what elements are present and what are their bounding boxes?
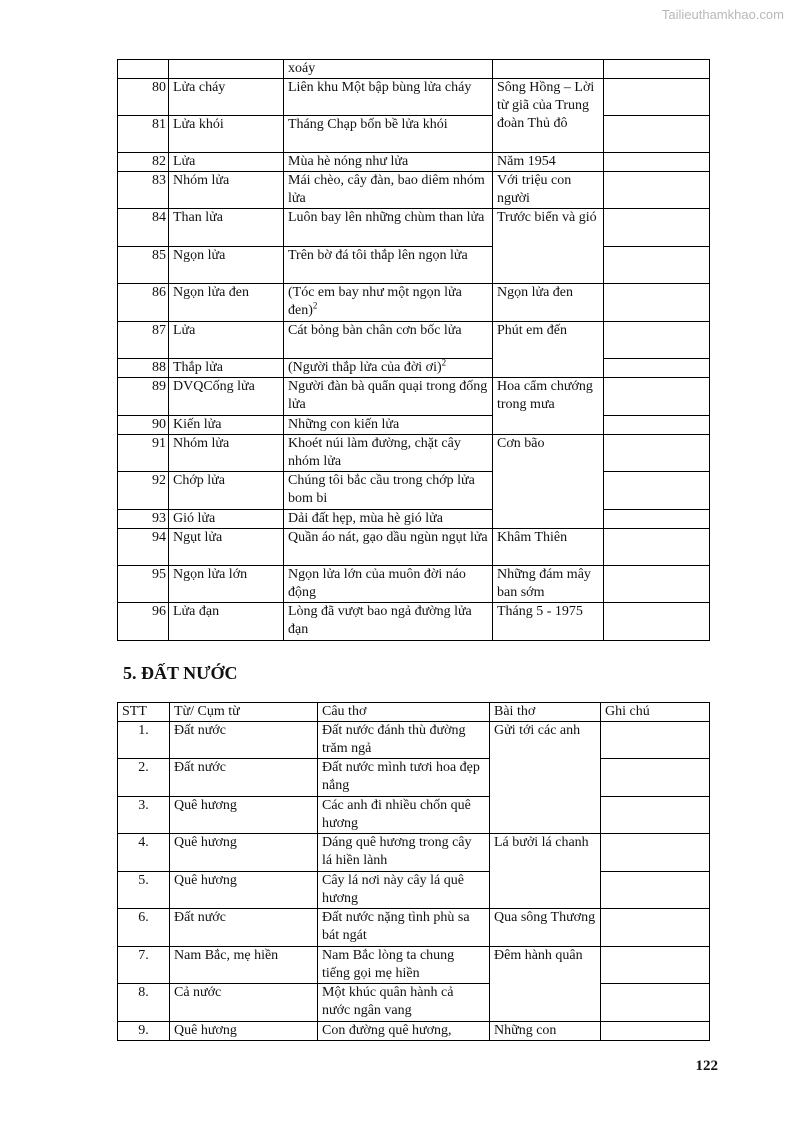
note-cell xyxy=(604,79,710,116)
table-row xyxy=(118,1022,710,1041)
stt-cell: 5. xyxy=(118,872,170,909)
verse-cell: Khoét núi làm đường, chặt cây nhóm lửa xyxy=(284,435,493,472)
word-cell: Ngụt lửa xyxy=(169,529,284,566)
poem-cell: Lá bưởi lá chanh xyxy=(490,834,601,909)
word-cell: Thắp lửa xyxy=(169,359,284,378)
section-title: 5. ĐẤT NƯỚC xyxy=(123,663,238,683)
verse-cell: Đất nước đánh thù đường trăm ngả xyxy=(318,722,490,759)
word-cell: Kiến lửa xyxy=(169,416,284,435)
poem-cell: Những đám mây ban sớm xyxy=(493,566,604,603)
word-cell: Gió lửa xyxy=(169,510,284,529)
verse-cell: Người đàn bà quẩn quại trong đống lửa xyxy=(284,378,493,416)
word-cell: Ngọn lửa lớn xyxy=(169,566,284,603)
word-cell: Cả nước xyxy=(170,984,318,1022)
word-cell: Nam Bắc, mẹ hiền xyxy=(170,947,318,984)
stt-cell: 88 xyxy=(118,359,169,378)
note-cell xyxy=(604,284,710,322)
table-row xyxy=(118,834,710,872)
note-cell xyxy=(604,435,710,472)
stt-cell: 7. xyxy=(118,947,170,984)
table-row xyxy=(118,153,710,172)
stt-cell: 8. xyxy=(118,984,170,1022)
word-cell: Lửa đạn xyxy=(169,603,284,641)
poem-cell: Khâm Thiên xyxy=(493,529,604,566)
table-row xyxy=(118,60,710,79)
table-row xyxy=(118,435,710,472)
note-cell xyxy=(601,1022,710,1041)
header-note: Ghi chú xyxy=(601,703,710,722)
header-stt: STT xyxy=(118,703,170,722)
stt-cell: 90 xyxy=(118,416,169,435)
verse-cell: Trên bờ đá tôi thắp lên ngọn lửa xyxy=(284,247,493,284)
word-cell: Lửa xyxy=(169,153,284,172)
note-cell xyxy=(604,472,710,510)
verse-cell: Luôn bay lên những chùm than lửa xyxy=(284,209,493,247)
note-cell xyxy=(604,416,710,435)
verse-text: (Người thắp lửa của đời ơi) xyxy=(288,360,442,375)
table-row xyxy=(118,416,710,435)
verse-cell: Con đường quê hương, xyxy=(318,1022,490,1041)
table-row xyxy=(118,797,710,834)
verse-cell: Tháng Chạp bốn bề lửa khói xyxy=(284,116,493,153)
stt-cell: 81 xyxy=(118,116,169,153)
table-row xyxy=(118,566,710,603)
note-cell xyxy=(604,566,710,603)
word-cell: Nhóm lửa xyxy=(169,435,284,472)
verse-cell: Ngọn lửa lớn của muôn đời náo động xyxy=(284,566,493,603)
footnote-marker: 2 xyxy=(312,300,318,311)
note-cell xyxy=(601,872,710,909)
verse-cell: Mái chèo, cây đàn, bao diêm nhóm lửa xyxy=(284,172,493,209)
poem-cell: Gửi tới các anh xyxy=(490,722,601,834)
verse-cell: Đất nước nặng tình phù sa bát ngát xyxy=(318,909,490,947)
note-cell xyxy=(604,247,710,284)
page-number: 122 xyxy=(695,1058,718,1074)
stt-cell: 2. xyxy=(118,759,170,797)
note-cell xyxy=(604,529,710,566)
table-row xyxy=(118,759,710,797)
note-cell xyxy=(601,834,710,872)
stt-cell: 96 xyxy=(118,603,169,641)
stt-cell: 87 xyxy=(118,322,169,359)
verse-cell: Dáng quê hương trong cây lá hiền lành xyxy=(318,834,490,872)
note-cell xyxy=(604,153,710,172)
note-cell xyxy=(601,797,710,834)
verse-cell: Cát bỏng bàn chân cơn bốc lửa xyxy=(284,322,493,359)
note-cell xyxy=(604,603,710,641)
stt-cell: 83 xyxy=(118,172,169,209)
verse-cell: Nam Bắc lòng ta chung tiếng gọi mẹ hiền xyxy=(318,947,490,984)
word-cell: Lửa khói xyxy=(169,116,284,153)
stt-cell: 1. xyxy=(118,722,170,759)
stt-cell: 95 xyxy=(118,566,169,603)
header-word: Từ/ Cụm từ xyxy=(170,703,318,722)
word-cell: DVQCống lửa xyxy=(169,378,284,416)
table-row xyxy=(118,359,710,378)
country-words-table xyxy=(117,702,710,1041)
verse-cell: Một khúc quân hành cả nước ngân vang xyxy=(318,984,490,1022)
verse-cell: Lòng đã vượt bao ngả đường lửa đạn xyxy=(284,603,493,641)
table-row xyxy=(118,722,710,759)
verse-cell: Những con kiến lửa xyxy=(284,416,493,435)
header-poem: Bài thơ xyxy=(490,703,601,722)
stt-cell: 86 xyxy=(118,284,169,322)
note-cell xyxy=(604,378,710,416)
table-row xyxy=(118,603,710,641)
note-cell xyxy=(601,947,710,984)
table-row xyxy=(118,172,710,209)
word-cell: Quê hương xyxy=(170,872,318,909)
table-row xyxy=(118,472,710,510)
header-verse: Câu thơ xyxy=(318,703,490,722)
note-cell xyxy=(604,359,710,378)
poem-cell: Hoa cẩm chướng trong mưa xyxy=(493,378,604,435)
stt-cell: 3. xyxy=(118,797,170,834)
verse-text: (Tóc em bay như một ngọn lửa đen) xyxy=(288,285,462,318)
stt-cell: 4. xyxy=(118,834,170,872)
table-header-row xyxy=(118,703,710,722)
table-row xyxy=(118,510,710,529)
word-cell: Đất nước xyxy=(170,759,318,797)
table-row xyxy=(118,79,710,116)
poem-cell: Với triệu con người xyxy=(493,172,604,209)
poem-cell: Sông Hồng – Lời từ giã của Trung đoàn Thủ đô xyxy=(493,79,604,153)
poem-cell: Những con xyxy=(490,1022,601,1041)
table-row xyxy=(118,284,710,322)
table-row xyxy=(118,322,710,359)
note-cell xyxy=(604,322,710,359)
table-row xyxy=(118,909,710,947)
table-row xyxy=(118,378,710,416)
stt-cell: 94 xyxy=(118,529,169,566)
verse-cell: Dải đất hẹp, mùa hè gió lửa xyxy=(284,510,493,529)
watermark-text: Tailieuthamkhao.com xyxy=(661,7,784,22)
stt-cell: 84 xyxy=(118,209,169,247)
poem-cell: Tháng 5 - 1975 xyxy=(493,603,604,641)
word-cell: Đất nước xyxy=(170,722,318,759)
verse-cell xyxy=(284,359,493,378)
note-cell xyxy=(604,172,710,209)
stt-cell: 82 xyxy=(118,153,169,172)
note-cell xyxy=(604,209,710,247)
verse-cell: Mùa hè nóng như lửa xyxy=(284,153,493,172)
stt-cell: 89 xyxy=(118,378,169,416)
word-cell: Quê hương xyxy=(170,834,318,872)
verse-cell: xoáy xyxy=(284,60,493,79)
poem-cell: Năm 1954 xyxy=(493,153,604,172)
table-row xyxy=(118,984,710,1022)
verse-cell: Chúng tôi bắc cầu trong chớp lửa bom bi xyxy=(284,472,493,510)
table-row xyxy=(118,247,710,284)
verse-cell: Các anh đi nhiều chốn quê hương xyxy=(318,797,490,834)
table-row xyxy=(118,116,710,153)
word-cell: Lửa cháy xyxy=(169,79,284,116)
stt-cell: 80 xyxy=(118,79,169,116)
stt-cell: 6. xyxy=(118,909,170,947)
word-cell: Lửa xyxy=(169,322,284,359)
table-row xyxy=(118,529,710,566)
word-cell: Đất nước xyxy=(170,909,318,947)
verse-cell xyxy=(284,284,493,322)
verse-cell: Đất nước mình tươi hoa đẹp nắng xyxy=(318,759,490,797)
poem-cell: Cơn bão xyxy=(493,435,604,529)
word-cell: Chớp lửa xyxy=(169,472,284,510)
poem-cell: Phút em đến xyxy=(493,322,604,378)
word-cell: Quê hương xyxy=(170,797,318,834)
stt-cell: 93 xyxy=(118,510,169,529)
table-row xyxy=(118,872,710,909)
table-row xyxy=(118,947,710,984)
poem-cell: Qua sông Thương xyxy=(490,909,601,947)
verse-cell: Quần áo nát, gạo dầu ngùn ngụt lửa xyxy=(284,529,493,566)
word-cell: Quê hương xyxy=(170,1022,318,1041)
verse-cell: Liên khu Một bập bùng lửa cháy xyxy=(284,79,493,116)
table-row xyxy=(118,209,710,247)
note-cell xyxy=(601,722,710,759)
word-cell: Than lửa xyxy=(169,209,284,247)
fire-words-table xyxy=(117,59,710,641)
stt-cell: 91 xyxy=(118,435,169,472)
note-cell xyxy=(601,909,710,947)
stt-cell: 85 xyxy=(118,247,169,284)
poem-cell: Trước biển và gió xyxy=(493,209,604,284)
stt-cell: 9. xyxy=(118,1022,170,1041)
note-cell xyxy=(604,116,710,153)
footnote-marker: 2 xyxy=(441,358,447,368)
verse-cell: Cây lá nơi này cây lá quê hương xyxy=(318,872,490,909)
note-cell xyxy=(601,759,710,797)
word-cell: Nhóm lửa xyxy=(169,172,284,209)
note-cell xyxy=(604,510,710,529)
word-cell: Ngọn lửa đen xyxy=(169,284,284,322)
poem-cell: Đêm hành quân xyxy=(490,947,601,1022)
poem-cell: Ngọn lửa đen xyxy=(493,284,604,322)
stt-cell: 92 xyxy=(118,472,169,510)
note-cell xyxy=(601,984,710,1022)
word-cell: Ngọn lửa xyxy=(169,247,284,284)
